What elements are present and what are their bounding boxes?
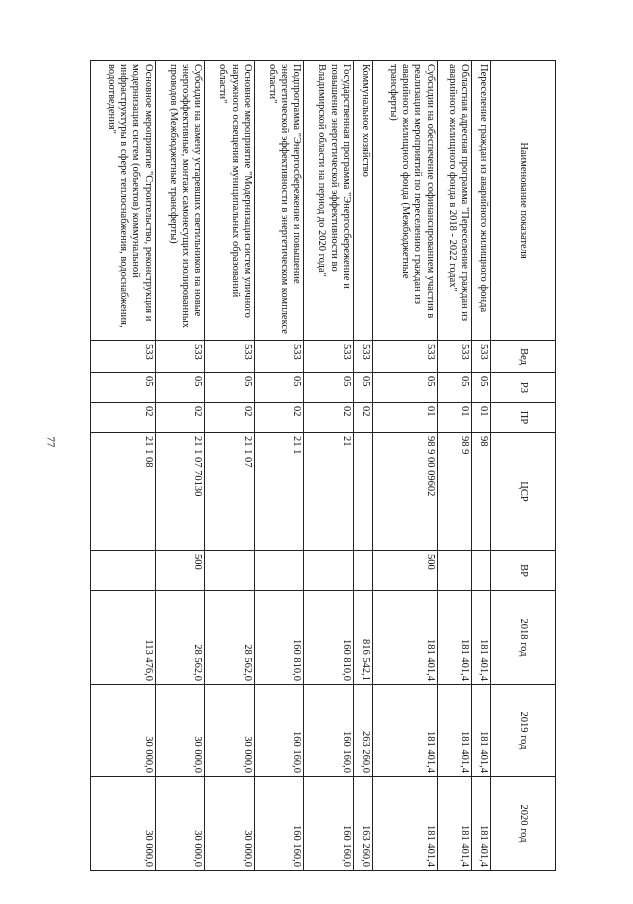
row-2018: 181 401,4 (472, 591, 491, 685)
table-row (437, 61, 471, 871)
row-pr: 02 (91, 403, 156, 433)
row-vr (437, 551, 471, 591)
row-2018: 181 401,4 (372, 591, 437, 685)
row-2019: 30 000,0 (91, 685, 156, 777)
row-2018: 181 401,4 (437, 591, 471, 685)
header-ved: Вед (491, 341, 556, 373)
row-pr: 01 (372, 403, 437, 433)
row-csr: 21 1 07 (205, 433, 255, 551)
row-2018: 160 810,0 (304, 591, 354, 685)
row-2019: 30 000,0 (155, 685, 205, 777)
row-rz: 05 (372, 373, 437, 403)
table-row (472, 61, 491, 871)
row-vr: 500 (155, 551, 205, 591)
row-vr (304, 551, 354, 591)
row-rz: 05 (472, 373, 491, 403)
table-row (372, 61, 437, 871)
budget-table (90, 60, 556, 871)
row-2020: 181 401,4 (472, 777, 491, 871)
table-row (155, 61, 205, 871)
row-csr: 21 (304, 433, 354, 551)
row-2019: 160 160,0 (304, 685, 354, 777)
row-ved: 533 (472, 341, 491, 373)
row-csr (354, 433, 373, 551)
row-2019: 181 401,4 (437, 685, 471, 777)
row-name: Субсидии на замену устаревших светильников на новые энергоэффективные, монтаж самонесущих изолированных проводов (Межбюджетные трансферты) (155, 61, 205, 341)
row-ved: 533 (155, 341, 205, 373)
row-2019: 181 401,4 (472, 685, 491, 777)
row-csr: 21 1 07 70130 (155, 433, 205, 551)
row-name: Субсидии на обеспечение софинансированием участия в реализации мероприятий по переселению граждан из аварийного жилищного фонда (Межбюджетные трансферты) (372, 61, 437, 341)
row-name: Переселение граждан из аварийного жилищного фонда (472, 61, 491, 341)
row-ved: 533 (304, 341, 354, 373)
row-name: Основное мероприятие "Строительство, реконструкция и модернизация систем (объектов) коммунальной инфраструктуры в сфере теплоснабжения, водоснабжения, водоотведения" (91, 61, 156, 341)
row-csr: 21 1 (254, 433, 304, 551)
row-vr (254, 551, 304, 591)
row-2020: 30 000,0 (155, 777, 205, 871)
header-2020: 2020 год (491, 777, 556, 871)
row-csr: 98 9 (437, 433, 471, 551)
row-2018: 28 562,0 (155, 591, 205, 685)
header-row (491, 61, 556, 871)
row-ved: 533 (205, 341, 255, 373)
row-pr: 02 (254, 403, 304, 433)
budget-table-rotated (90, 60, 556, 870)
table-row (354, 61, 373, 871)
row-csr: 98 9 00 09602 (372, 433, 437, 551)
header-2019: 2019 год (491, 685, 556, 777)
row-2019: 263 260,0 (354, 685, 373, 777)
row-pr: 02 (304, 403, 354, 433)
table-row (91, 61, 156, 871)
row-ved: 533 (91, 341, 156, 373)
row-rz: 05 (354, 373, 373, 403)
row-rz: 05 (91, 373, 156, 403)
table-row (205, 61, 255, 871)
row-2020: 30 000,0 (91, 777, 156, 871)
row-vr (472, 551, 491, 591)
row-2019: 181 401,4 (372, 685, 437, 777)
row-vr: 500 (372, 551, 437, 591)
row-name: Подпрограмма "Энергосбережение и повышение энергетической эффективности в энергетическом комплексе области" (254, 61, 304, 341)
header-vr: ВР (491, 551, 556, 591)
row-rz: 05 (437, 373, 471, 403)
row-2019: 160 160,0 (254, 685, 304, 777)
row-2020: 181 401,4 (372, 777, 437, 871)
table-row (304, 61, 354, 871)
row-pr: 02 (155, 403, 205, 433)
row-2020: 163 260,0 (354, 777, 373, 871)
row-2020: 30 000,0 (205, 777, 255, 871)
row-vr (354, 551, 373, 591)
row-ved: 533 (372, 341, 437, 373)
row-2018: 160 810,0 (254, 591, 304, 685)
header-csr: ЦСР (491, 433, 556, 551)
row-2018: 113 476,0 (91, 591, 156, 685)
row-2020: 181 401,4 (437, 777, 471, 871)
row-rz: 05 (155, 373, 205, 403)
row-ved: 533 (254, 341, 304, 373)
row-name: Государственная программа "Энергосбережение и повышение энергетической эффективности во Владимирской области на период до 2020 года" (304, 61, 354, 341)
row-2020: 160 160,0 (304, 777, 354, 871)
page-number: 77 (44, 436, 57, 448)
row-2020: 160 160,0 (254, 777, 304, 871)
row-2018: 816 542,1 (354, 591, 373, 685)
row-csr: 21 1 08 (91, 433, 156, 551)
header-pr: ПР (491, 403, 556, 433)
row-pr: 01 (472, 403, 491, 433)
row-rz: 05 (205, 373, 255, 403)
row-pr: 02 (354, 403, 373, 433)
row-csr: 98 (472, 433, 491, 551)
row-vr (91, 551, 156, 591)
row-name: Основное мероприятие "Модернизация систем уличного наружного освещения муниципальных образований области" (205, 61, 255, 341)
row-name: Коммунальное хозяйство (354, 61, 373, 341)
row-rz: 05 (254, 373, 304, 403)
row-ved: 533 (437, 341, 471, 373)
header-rz: РЗ (491, 373, 556, 403)
table-row (254, 61, 304, 871)
row-vr (205, 551, 255, 591)
row-2018: 28 562,0 (205, 591, 255, 685)
row-name: Областная адресная программа "Переселение граждан из аварийного жилищного фонда в 2018 - 2022 годах" (437, 61, 471, 341)
row-ved: 533 (354, 341, 373, 373)
header-2018: 2018 год (491, 591, 556, 685)
row-pr: 02 (205, 403, 255, 433)
header-name: Наименование показателя (491, 61, 556, 341)
row-2019: 30 000,0 (205, 685, 255, 777)
row-pr: 01 (437, 403, 471, 433)
row-rz: 05 (304, 373, 354, 403)
